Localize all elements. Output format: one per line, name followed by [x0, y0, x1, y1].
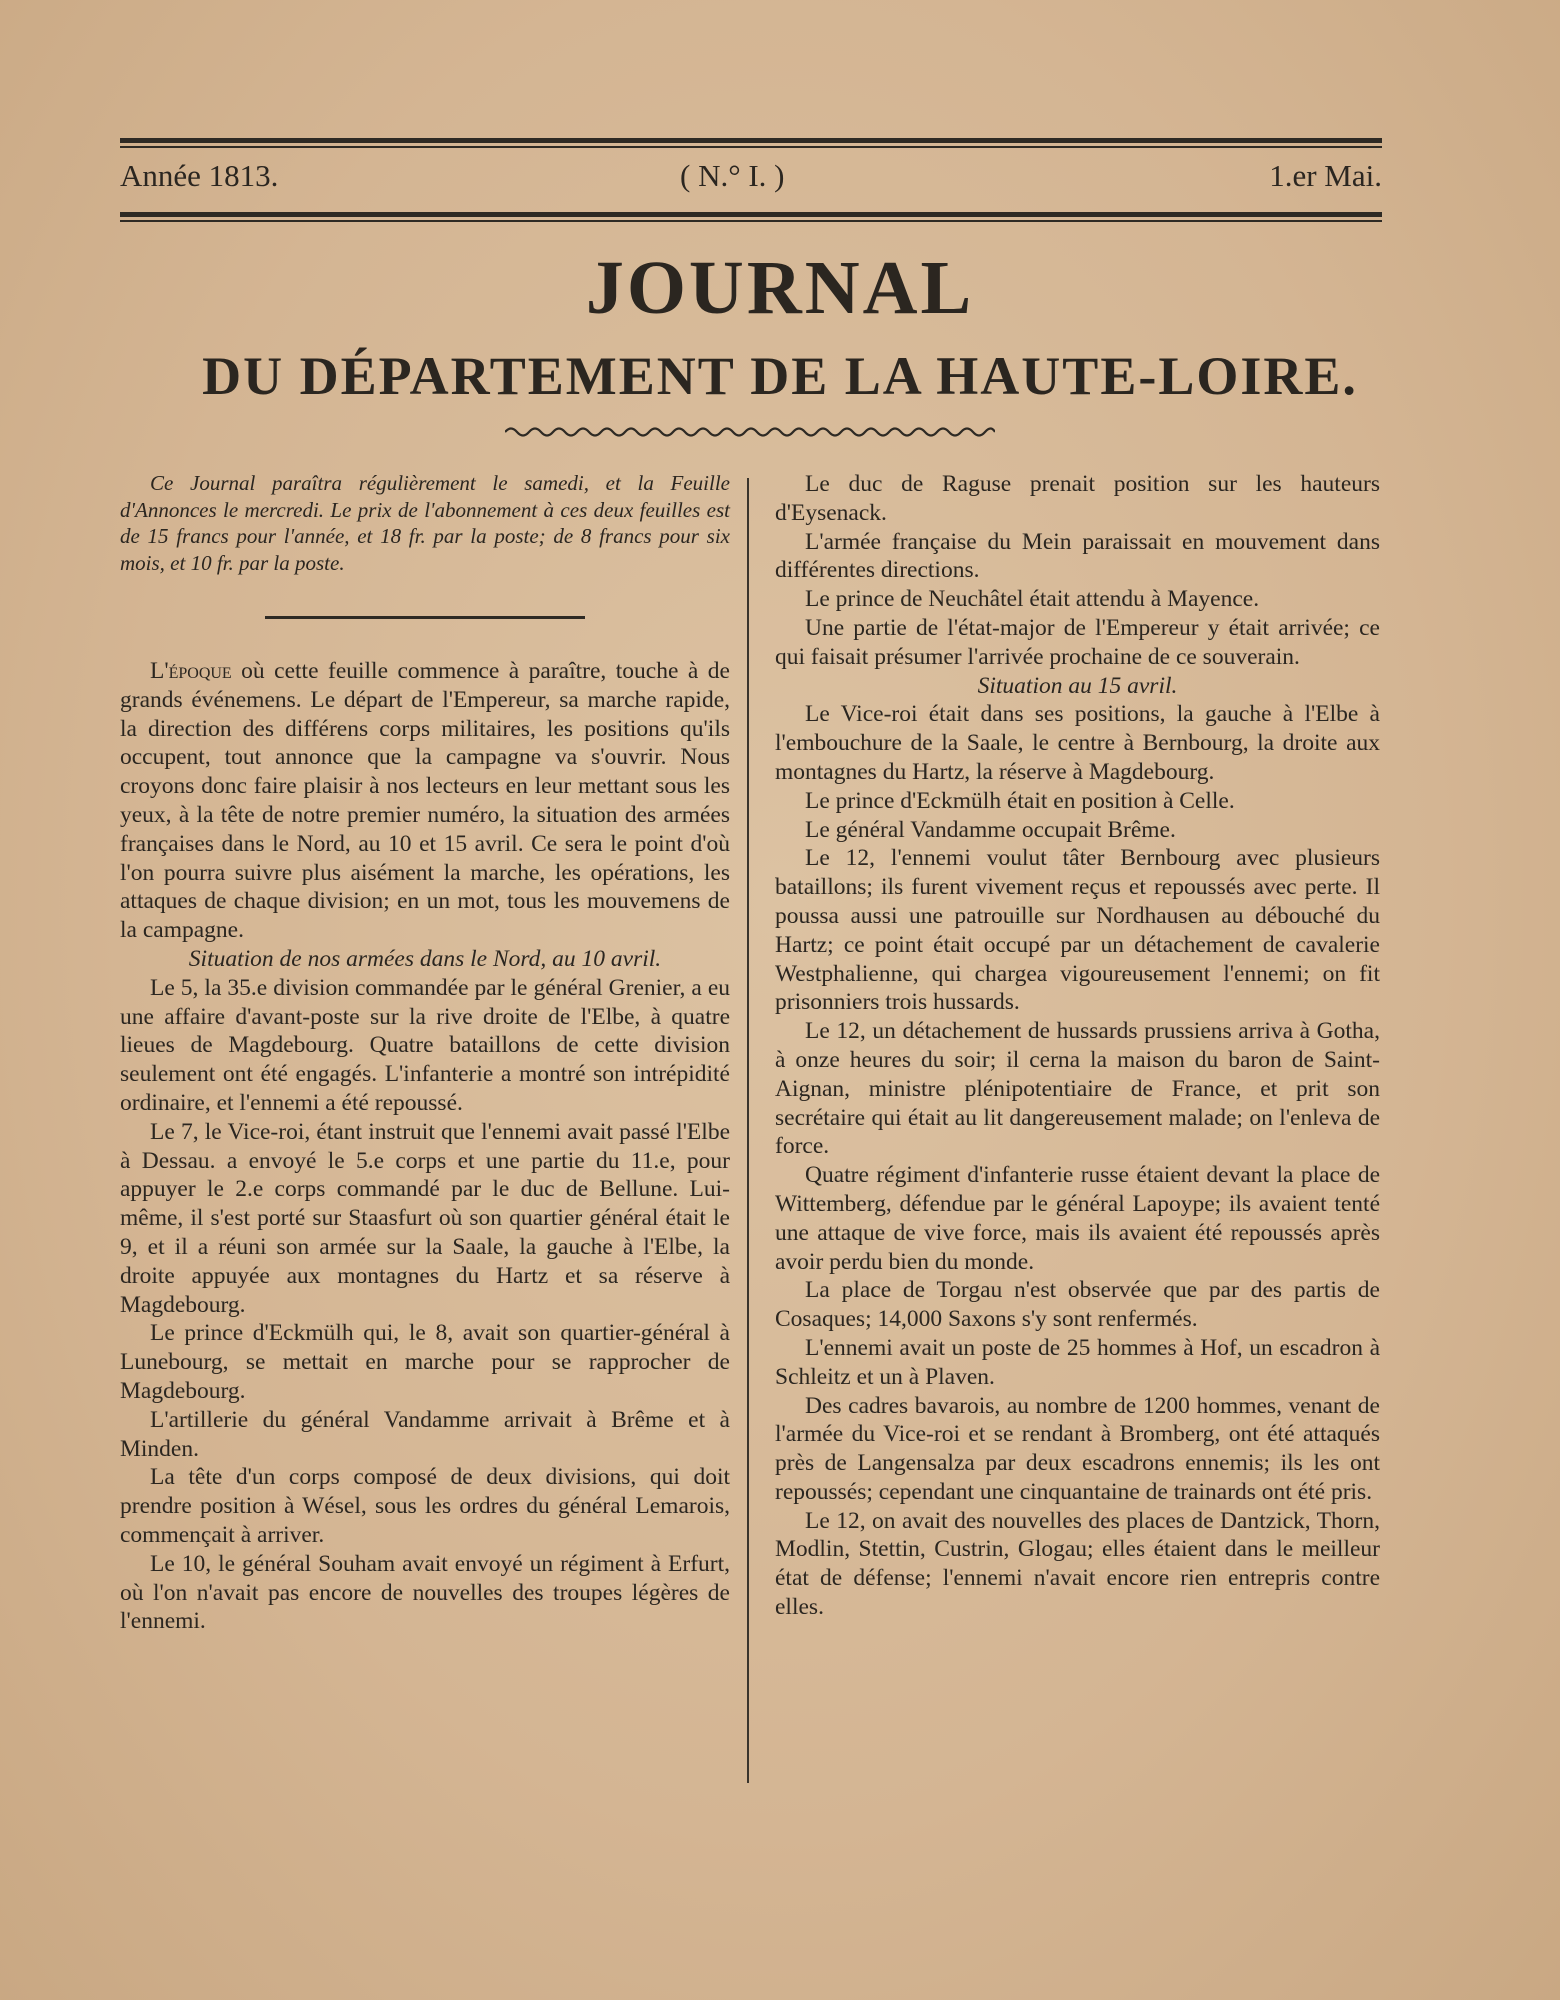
- paragraph: Le duc de Raguse prenait position sur les hauteurs d'Eysenack.: [775, 471, 1380, 526]
- paragraph: Le Vice-roi était dans ses positions, la gauche à l'Elbe à l'embouchure de la Saale, le centre à Bernbourg, la droite aux montagnes du Hartz, la réserve à Magdebourg.: [775, 701, 1380, 785]
- paragraph: Le prince de Neuchâtel était attendu à Mayence.: [805, 586, 1260, 613]
- journal-subtitle: DU DÉPARTEMENT DE LA HAUTE-LOIRE.: [202, 346, 1358, 406]
- paragraph: Le prince d'Eckmülh qui, le 8, avait son quartier-général à Lunebourg, se mettait en marche pour se rapprocher de Magdebourg.: [120, 1320, 730, 1404]
- intro-text: Ce Journal paraîtra régulièrement le samedi, et la Feuille d'Annonces le mercredi. Le prix de l'abonnement à ces deux feuilles est de 15 francs pour l'année, et 18 fr. par la poste; de 8 francs pour six mois, et 10 fr. par la poste.: [120, 471, 730, 575]
- paragraph: La place de Torgau n'est observée que par des partis de Cosaques; 14,000 Saxons s'y sont renfermés.: [775, 1277, 1380, 1333]
- paragraph: L'ennemi avait un poste de 25 hommes à Hof, un escadron à Schleitz et un à Plaven.: [775, 1334, 1380, 1390]
- top-rule-thin: [120, 146, 1382, 148]
- top-rule: [120, 138, 1382, 143]
- lead-rest: où cette feuille commence à paraître, touche à de grands événemens. Le départ de l'Empereur, sa marche rapide, la direction des différens corps militaires, les positions qu'ils occupent, tout annonce que la campagne va s'ouvrir. Nous croyons donc faire plaisir à nos lecteurs en leur mettant sous les yeux, à la tête de notre premier numéro, la situation des armées françaises dans le Nord, au 10 et 15 avril. Ce sera le point d'où l'on pourra suivre plus aisément la marche, les opérations, les attaques de chaque division; en un mot, tous les mouvemens de la campagne.: [120, 658, 730, 944]
- paragraph: Le général Vandamme occupait Brême.: [805, 816, 1176, 843]
- article-lead: [120, 657, 730, 945]
- masthead-rule-thin: [120, 220, 1382, 222]
- paragraph: L'artillerie du général Vandamme arrivait à Brême et à Minden.: [120, 1406, 730, 1462]
- paragraph: Des cadres bavarois, au nombre de 1200 hommes, venant de l'armée du Vice-roi et se rendant à Bromberg, ont été attaqués près de Langensalza par deux escadrons ennemis; ils les ont repoussés; cependant une cinquantaine de trainards ont été pris.: [775, 1392, 1380, 1505]
- column-divider: [747, 478, 749, 1783]
- paragraph: Le prince d'Eckmülh était en position à Celle.: [805, 787, 1235, 814]
- paragraph: Le 7, le Vice-roi, étant instruit que l'ennemi avait passé l'Elbe à Dessau. a envoyé le 5.e corps et une partie du 11.e, pour appuyer le 2.e corps commandé par le duc de Bellune. Lui-même, il s'est porté sur Staasfurt où son quartier général était le 9, et il a réuni son armée sur la Saale, la gauche à l'Elbe, la droite appuyée aux montagnes du Hartz et sa réserve à Magdebourg.: [120, 1118, 730, 1318]
- paragraph: Le 10, le général Souham avait envoyé un régiment à Erfurt, où l'on n'avait pas encore de nouvelles des troupes légères de l'ennemi.: [120, 1550, 730, 1635]
- paragraph: Le 12, un détachement de hussards prussiens arriva à Gotha, à onze heures du soir; il cerna la maison du baron de Saint-Aignan, ministre plénipotentiaire de France, et prit son secrétaire qui était au lit dangereusement malade; on l'enleva de force.: [775, 1018, 1380, 1160]
- masthead-number: ( N.° I. ): [680, 158, 785, 193]
- left-column: [120, 470, 730, 1636]
- section-heading-15-avril: Situation au 15 avril.: [977, 672, 1178, 699]
- wavy-ornament: [505, 425, 995, 439]
- paragraph: Le 5, la 35.e division commandée par le général Grenier, a eu une affaire d'avant-poste sur la rive droite de l'Elbe, à quatre lieues de Magdebourg. Quatre bataillons de cette division seulement ont été engagés. L'infanterie a montré son intrépidité ordinaire, et l'ennemi a été repoussé.: [120, 974, 730, 1116]
- masthead-rule: [120, 212, 1382, 217]
- paragraph: Quatre régiment d'infanterie russe étaient devant la place de Wittemberg, défendue par le général Lapoype; ils avaient tenté une attaque de vive force, mais ils avaient été repoussés après avoir perdu bien du monde.: [775, 1162, 1380, 1275]
- masthead: [120, 158, 1382, 198]
- masthead-year: Année 1813.: [120, 158, 279, 193]
- paragraph: Une partie de l'état-major de l'Empereur y était arrivée; ce qui faisait présumer l'arrivée prochaine de ce souverain.: [775, 614, 1380, 670]
- masthead-date: 1.er Mai.: [1269, 158, 1382, 193]
- section-separator: [265, 616, 585, 619]
- lead-word: L'époque: [150, 658, 232, 684]
- paragraph: Le 12, l'ennemi voulut tâter Bernbourg avec plusieurs bataillons; ils furent vivement reçus et repoussés avec perte. Il poussa aussi une patrouille sur Nordhausen au débouché du Hartz; ce point était occupé par un détachement de cavalerie Westphalienne, qui chargea vigoureusement l'ennemi; on fit prisonniers trois hussards.: [775, 845, 1380, 1016]
- subscription-notice: [120, 470, 730, 576]
- paragraph: La tête d'un corps composé de deux divisions, qui doit prendre position à Wésel, sous les ordres du général Lemarois, commençait à arriver.: [120, 1464, 730, 1548]
- journal-title: JOURNAL: [585, 246, 975, 330]
- paragraph: Le 12, on avait des nouvelles des places de Dantzick, Thorn, Modlin, Stettin, Custrin, Glogau; elles étaient dans le meilleur état de défense; l'ennemi n'avait encore rien entrepris contre elles.: [775, 1507, 1380, 1621]
- section-heading-10-avril: Situation de nos armées dans le Nord, au 10 avril.: [188, 945, 662, 972]
- right-column: [775, 470, 1380, 1622]
- paragraph: L'armée française du Mein paraissait en mouvement dans différentes directions.: [775, 528, 1380, 584]
